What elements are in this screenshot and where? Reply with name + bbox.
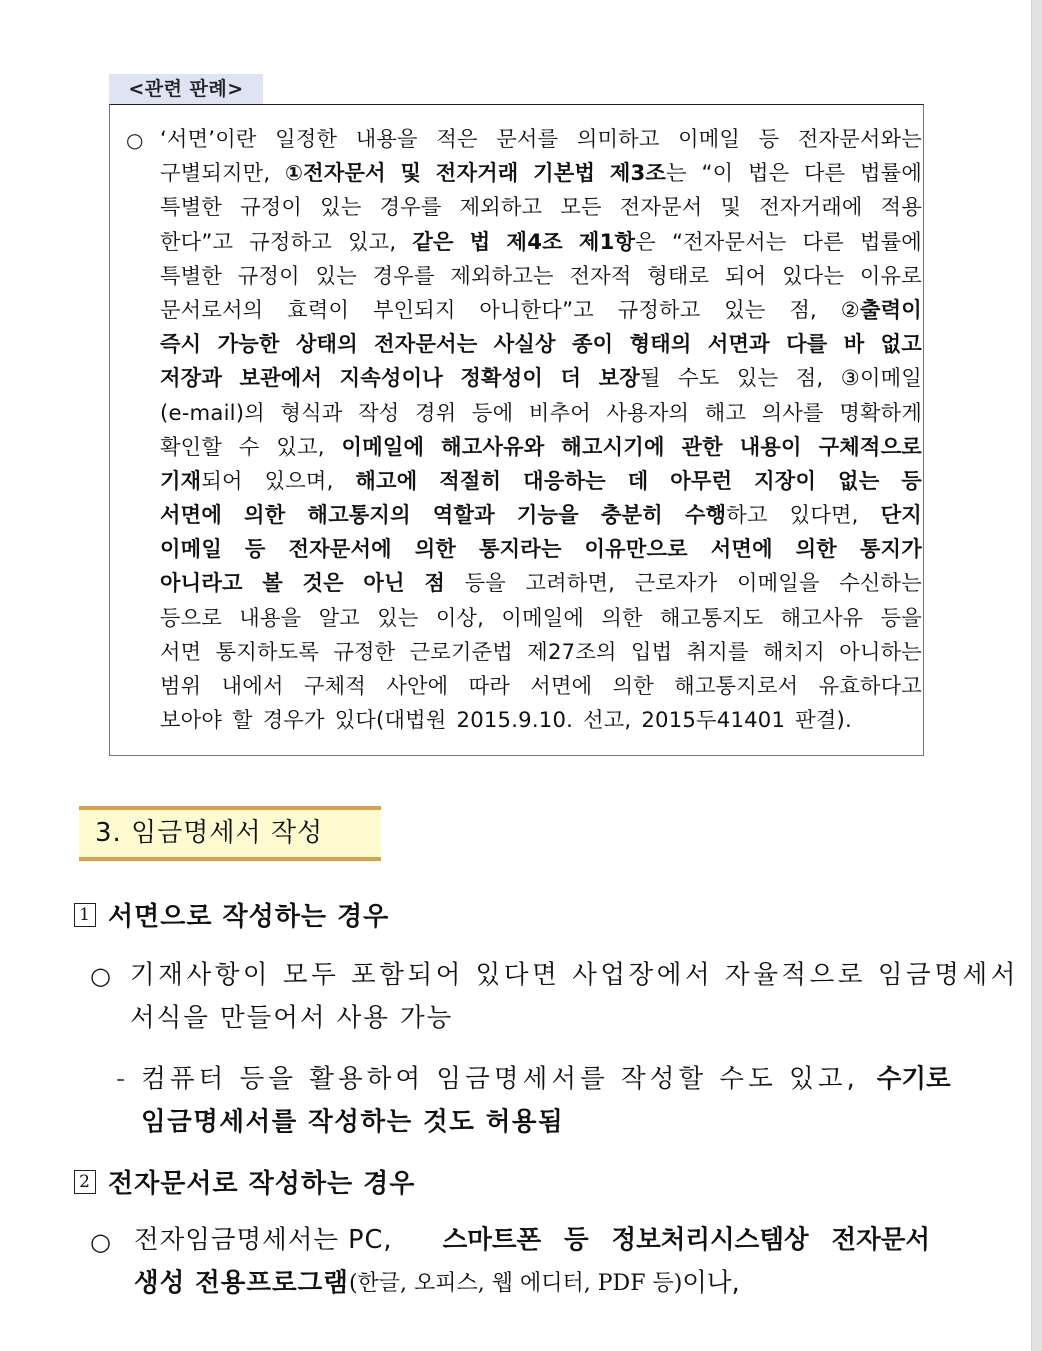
bullet-circle-icon: ○ — [126, 128, 144, 152]
subsection-heading-text: 전자문서로 작성하는 경우 — [108, 1169, 416, 1199]
number-box-icon: 1 — [74, 903, 96, 927]
case-text-line: 즉시 가능한 상태의 전자문서는 사실상 종이 형태의 서면과 다를 바 없고 — [160, 331, 922, 357]
related-case-label: <관련 판례> — [109, 74, 263, 105]
case-text-line: 보아야 할 경우가 있다(대법원 2015.9.10. 선고, 2015두41401 판결). — [160, 707, 852, 733]
vertical-scrollbar[interactable] — [1031, 0, 1042, 1351]
para-line: 기재사항이 모두 포함되어 있다면 사업장에서 자율적으로 임금명세서 — [130, 960, 1019, 990]
dash-item-computer: - 컴퓨터 등을 활용하여 임금명세서를 작성할 수도 있고, 수기로 임금명세서를 작성하는 것도 허용됨 — [116, 1058, 931, 1144]
case-text-line: (e-mail)의 형식과 작성 경위 등에 비추어 사용자의 해고 의사를 명확하게 — [160, 399, 922, 425]
bullet-circle-icon: ○ — [90, 962, 111, 990]
number-box-icon: 2 — [74, 1170, 96, 1194]
para-line: 서식을 만들어서 사용 가능 — [130, 1003, 454, 1033]
case-text-line: 범위 내에서 구체적 사안에 따라 서면에 의한 해고통지로서 유효하다고 — [160, 673, 922, 698]
section-title: 3. 임금명세서 작성 — [79, 806, 381, 861]
dash-icon: - — [116, 1064, 126, 1094]
subsection-heading-1 — [74, 896, 389, 933]
subsection-heading-text: 서면으로 작성하는 경우 — [108, 902, 390, 932]
bullet-circle-icon: ○ — [90, 1228, 111, 1256]
case-text-line: 등으로 내용을 알고 있는 이상, 이메일에 의한 해고통지도 해고사유 등을 — [160, 604, 922, 630]
case-text-line: 문서로서의 효력이 부인되지 아니한다”고 규정하고 있는 점, ②출력이 — [160, 296, 922, 322]
case-text-line: 이메일 등 전자문서에 의한 통지라는 이유만으로 서면에 의한 통지가 — [160, 536, 922, 562]
case-text-line: 서면에 의한 해고통지의 역할과 기능을 충분히 수행하고 있다면, 단지 — [160, 502, 922, 528]
case-text-line: 아니라고 볼 것은 아닌 점 등을 고려하면, 근로자가 이메일을 수신하는 — [160, 570, 922, 596]
case-text-line: 구별되지만, ①전자문서 및 전자거래 기본법 제3조는 “이 법은 다른 법률에 — [160, 160, 922, 186]
case-text-line: 특별한 규정이 있는 경우를 제외하고 모든 전자문서 및 전자거래에 적용 — [160, 194, 922, 220]
case-text-line: 특별한 규정이 있는 경우를 제외하고는 전자적 형태로 되어 있다는 이유로 — [160, 262, 922, 288]
case-text-line: 서면 통지하도록 규정한 근로기준법 제27조의 입법 취지를 해치지 아니하는 — [160, 638, 922, 664]
case-text-line: 한다”고 규정하고 있고, 같은 법 제4조 제1항은 “전자문서는 다른 법률에 — [160, 228, 922, 254]
related-case-text — [160, 122, 922, 737]
subsection-heading-2 — [74, 1163, 415, 1200]
case-text-line: ‘서면’이란 일정한 내용을 적은 문서를 의미하고 이메일 등 전자문서와는 — [160, 126, 922, 151]
case-text-line: 기재되어 있으며, 해고에 적절히 대응하는 데 아무런 지장이 없는 등 — [160, 467, 922, 493]
case-text-line: 저장과 보관에서 지속성이나 정확성이 더 보장될 수도 있는 점, ③이메일 — [160, 365, 922, 391]
paragraph-electronic-form: 전자임금명세서는 PC, 스마트폰 등 정보처리시스템상 전자문서 생성 전용프로그램 (한글, 오피스, 웹 에디터, PDF 등) 이나, — [134, 1225, 930, 1298]
paragraph-written-form — [130, 954, 1019, 1040]
case-text-line: 확인할 수 있고, 이메일에 해고사유와 해고시기에 관한 내용이 구체적으로 — [160, 433, 922, 459]
